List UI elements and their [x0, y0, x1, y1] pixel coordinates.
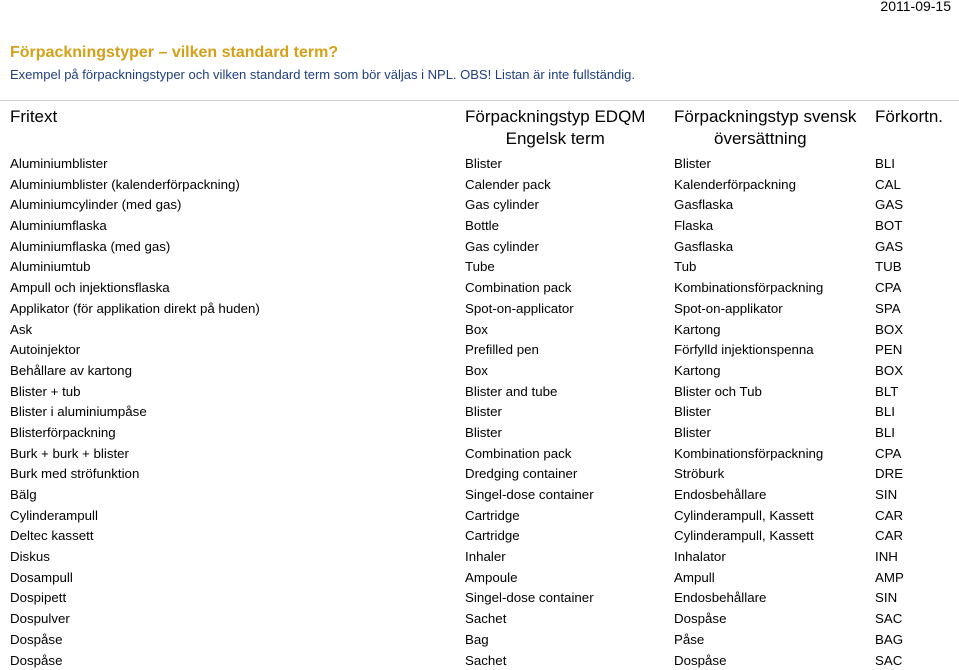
cell-edqm: Box: [465, 362, 488, 379]
cell-forkortning: BLT: [875, 383, 898, 400]
cell-svensk: Kombinationsförpackning: [674, 445, 823, 462]
cell-forkortning: SAC: [875, 610, 902, 627]
cell-edqm: Dredging container: [465, 465, 577, 482]
cell-edqm: Combination pack: [465, 445, 571, 462]
cell-fritext: Autoinjektor: [10, 341, 80, 358]
cell-edqm: Calender pack: [465, 176, 551, 193]
document-date: 2011-09-15: [880, 0, 951, 14]
cell-edqm: Bottle: [465, 217, 499, 234]
cell-fritext: Behållare av kartong: [10, 362, 132, 379]
table-row: [0, 587, 959, 608]
cell-svensk: Spot-on-applikator: [674, 300, 783, 317]
cell-forkortning: CAR: [875, 527, 903, 544]
table-row: [0, 546, 959, 567]
cell-forkortning: PEN: [875, 341, 902, 358]
header-svensk-line2: översättning: [674, 129, 807, 148]
table-row: [0, 567, 959, 588]
table-row: [0, 277, 959, 298]
cell-edqm: Blister: [465, 403, 502, 420]
cell-fritext: Aluminiumblister: [10, 155, 108, 172]
cell-edqm: Spot-on-applicator: [465, 300, 574, 317]
cell-fritext: Burk med ströfunktion: [10, 465, 139, 482]
cell-forkortning: BOX: [875, 362, 903, 379]
table-row: [0, 629, 959, 650]
header-edqm-line2: Engelsk term: [506, 129, 605, 148]
cell-fritext: Blisterförpackning: [10, 424, 116, 441]
table-body: [0, 153, 959, 670]
cell-edqm: Tube: [465, 258, 495, 275]
cell-edqm: Blister: [465, 424, 502, 441]
cell-svensk: Ampull: [674, 569, 715, 586]
cell-svensk: Inhalator: [674, 548, 726, 565]
cell-svensk: Endosbehållare: [674, 486, 766, 503]
cell-svensk: Dospåse: [674, 652, 726, 669]
cell-edqm: Combination pack: [465, 279, 571, 296]
table-row: [0, 422, 959, 443]
header-edqm-line1: Förpackningstyp EDQM: [465, 107, 645, 126]
cell-forkortning: BAG: [875, 631, 903, 648]
table-row: [0, 484, 959, 505]
cell-svensk: Cylinderampull, Kassett: [674, 507, 814, 524]
cell-forkortning: SPA: [875, 300, 901, 317]
table-row: [0, 319, 959, 340]
cell-forkortning: DRE: [875, 465, 903, 482]
cell-svensk: Kombinationsförpackning: [674, 279, 823, 296]
cell-forkortning: BLI: [875, 403, 895, 420]
cell-edqm: Inhaler: [465, 548, 506, 565]
cell-fritext: Ampull och injektionsflaska: [10, 279, 170, 296]
cell-fritext: Bälg: [10, 486, 37, 503]
cell-fritext: Burk + burk + blister: [10, 445, 129, 462]
table-row: [0, 505, 959, 526]
header-svensk-line1: Förpackningstyp svensk: [674, 107, 856, 126]
cell-forkortning: SIN: [875, 486, 897, 503]
cell-fritext: Ask: [10, 321, 32, 338]
cell-fritext: Aluminiumflaska (med gas): [10, 238, 170, 255]
cell-svensk: Blister: [674, 424, 711, 441]
cell-forkortning: CAR: [875, 507, 903, 524]
table-row: [0, 381, 959, 402]
cell-fritext: Aluminiumflaska: [10, 217, 107, 234]
cell-fritext: Dospåse: [10, 631, 62, 648]
cell-svensk: Gasflaska: [674, 238, 733, 255]
cell-svensk: Blister och Tub: [674, 383, 762, 400]
table-row: [0, 525, 959, 546]
cell-svensk: Ströburk: [674, 465, 724, 482]
table-row: [0, 153, 959, 174]
cell-edqm: Bag: [465, 631, 489, 648]
cell-fritext: Blister i aluminiumpåse: [10, 403, 147, 420]
cell-edqm: Cartridge: [465, 527, 520, 544]
cell-forkortning: INH: [875, 548, 898, 565]
cell-forkortning: SAC: [875, 652, 902, 669]
table-row: [0, 256, 959, 277]
table-row: [0, 194, 959, 215]
cell-edqm: Blister and tube: [465, 383, 557, 400]
cell-svensk: Flaska: [674, 217, 713, 234]
table-row: [0, 463, 959, 484]
header-forkortning: Förkortn.: [875, 106, 943, 128]
cell-edqm: Sachet: [465, 652, 506, 669]
cell-fritext: Deltec kassett: [10, 527, 94, 544]
cell-edqm: Ampoule: [465, 569, 517, 586]
cell-svensk: Tub: [674, 258, 696, 275]
cell-forkortning: CPA: [875, 445, 901, 462]
table-row: [0, 608, 959, 629]
header-fritext: Fritext: [10, 106, 57, 128]
cell-fritext: Dospåse: [10, 652, 62, 669]
cell-forkortning: GAS: [875, 196, 903, 213]
cell-edqm: Box: [465, 321, 488, 338]
cell-fritext: Aluminiumcylinder (med gas): [10, 196, 181, 213]
table-row: [0, 650, 959, 670]
cell-forkortning: CAL: [875, 176, 901, 193]
cell-svensk: Blister: [674, 403, 711, 420]
cell-forkortning: BOX: [875, 321, 903, 338]
cell-forkortning: AMP: [875, 569, 904, 586]
table-row: [0, 401, 959, 422]
cell-fritext: Dospipett: [10, 589, 66, 606]
cell-edqm: Prefilled pen: [465, 341, 539, 358]
cell-edqm: Cartridge: [465, 507, 520, 524]
cell-forkortning: SIN: [875, 589, 897, 606]
cell-svensk: Endosbehållare: [674, 589, 766, 606]
cell-edqm: Singel-dose container: [465, 589, 594, 606]
packaging-table: [0, 100, 959, 670]
cell-svensk: Kalenderförpackning: [674, 176, 796, 193]
cell-forkortning: BOT: [875, 217, 902, 234]
cell-forkortning: GAS: [875, 238, 903, 255]
table-row: [0, 215, 959, 236]
cell-edqm: Singel-dose container: [465, 486, 594, 503]
table-row: [0, 174, 959, 195]
cell-fritext: Dospulver: [10, 610, 70, 627]
cell-fritext: Aluminiumtub: [10, 258, 91, 275]
cell-fritext: Applikator (för applikation direkt på huden): [10, 300, 260, 317]
cell-svensk: Gasflaska: [674, 196, 733, 213]
cell-fritext: Dosampull: [10, 569, 73, 586]
table-header: [0, 100, 959, 153]
cell-forkortning: BLI: [875, 424, 895, 441]
table-row: [0, 339, 959, 360]
cell-svensk: Cylinderampull, Kassett: [674, 527, 814, 544]
cell-edqm: Blister: [465, 155, 502, 172]
cell-forkortning: CPA: [875, 279, 901, 296]
cell-fritext: Blister + tub: [10, 383, 81, 400]
cell-svensk: Blister: [674, 155, 711, 172]
cell-edqm: Gas cylinder: [465, 196, 539, 213]
page-title: Förpackningstyper – vilken standard term?: [10, 44, 338, 62]
page-subtitle: Exempel på förpackningstyper och vilken standard term som bör väljas i NPL. OBS! Listan är inte fullständig.: [10, 67, 635, 82]
cell-forkortning: TUB: [875, 258, 902, 275]
cell-svensk: Dospåse: [674, 610, 726, 627]
cell-svensk: Påse: [674, 631, 704, 648]
header-edqm: [465, 106, 645, 150]
cell-edqm: Sachet: [465, 610, 506, 627]
table-row: [0, 298, 959, 319]
table-row: [0, 360, 959, 381]
table-row: [0, 443, 959, 464]
cell-fritext: Diskus: [10, 548, 50, 565]
cell-svensk: Kartong: [674, 362, 721, 379]
header-svensk: [674, 106, 856, 150]
cell-svensk: Kartong: [674, 321, 721, 338]
table-row: [0, 236, 959, 257]
cell-fritext: Cylinderampull: [10, 507, 98, 524]
cell-edqm: Gas cylinder: [465, 238, 539, 255]
cell-svensk: Förfylld injektionspenna: [674, 341, 814, 358]
cell-forkortning: BLI: [875, 155, 895, 172]
cell-fritext: Aluminiumblister (kalenderförpackning): [10, 176, 240, 193]
